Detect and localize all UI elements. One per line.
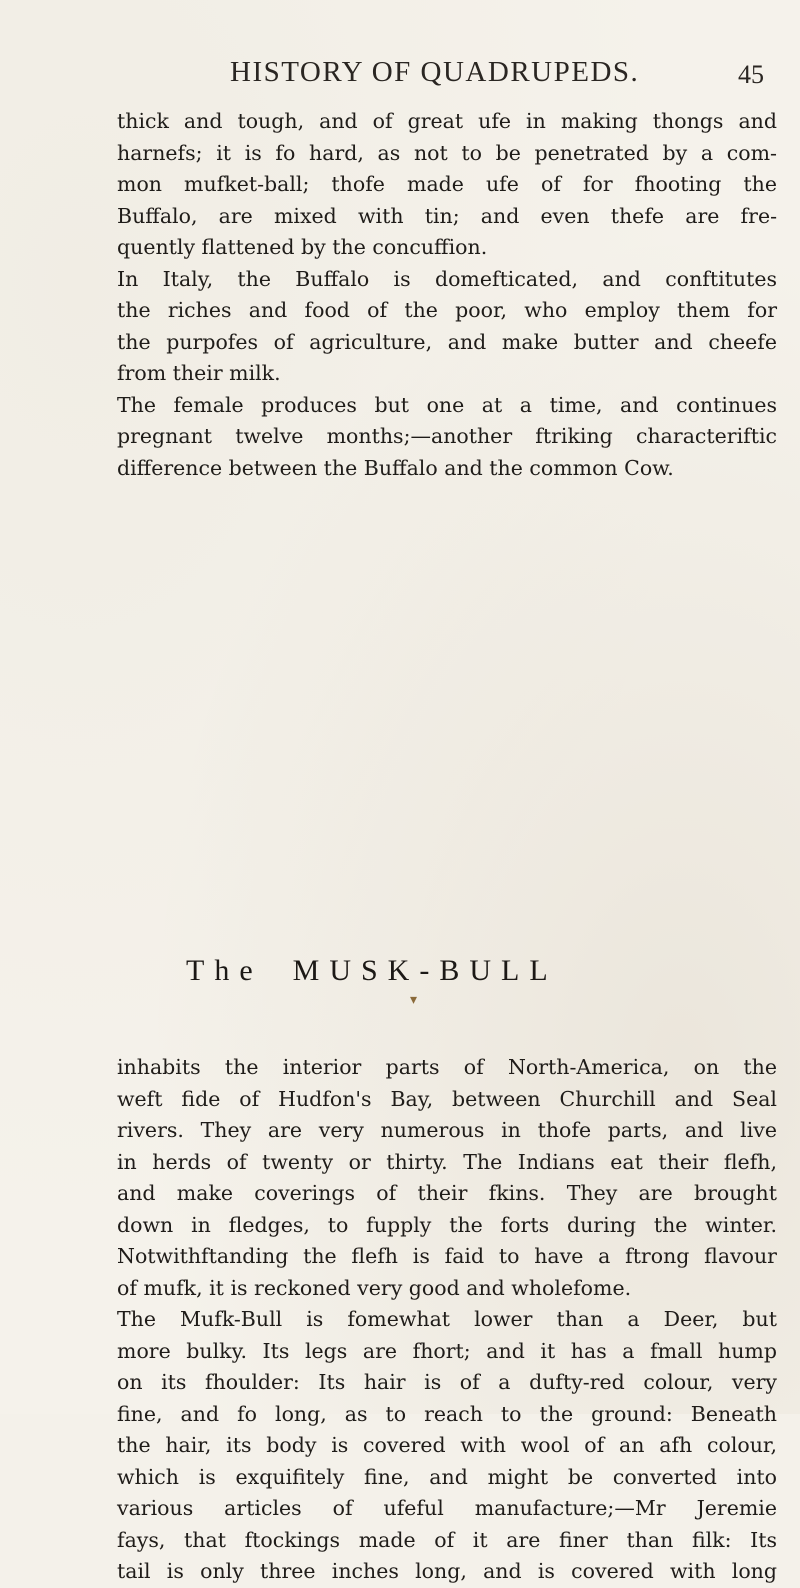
text-line: Buffalo, are mixed with tin; and even thefe are fre- [117,203,777,228]
text-line: thick and tough, and of great ufe in making thongs and [117,109,777,133]
text-line: In Italy, the Buffalo is domefticated, and conftitutes [117,266,777,291]
text-line: the riches and food of the poor, who employ them for [117,298,777,322]
text-line: difference between the Buffalo and the common Cow. [117,455,674,480]
text-line: of mufk, it is reckoned very good and wholefome. [117,1275,632,1300]
heading-title: MUSK-BULL [292,954,558,987]
page-header [0,56,800,96]
text-line: Notwithftanding the flefh is faid to have a ftrong flavour [117,1244,777,1268]
text-line: and make coverings of their fkins. They are brought [117,1181,777,1205]
page-number: 45 [738,60,764,89]
heading-article: The [186,954,263,987]
body-text-section-1 [117,106,777,484]
text-line: more bulky. Its legs are fhort; and it has a fmall hump [117,1338,777,1363]
text-line: which is exquifitely fine, and might be converted into [117,1464,777,1489]
ink-speck: ▾ [410,992,418,1008]
text-line: mon mufket-ball; thofe made ufe of for fhooting the [117,172,777,196]
text-line: inhabits the interior parts of North-America, on the [117,1055,777,1079]
text-line: The Mufk-Bull is fomewhat lower than a Deer, but [117,1307,777,1331]
text-line: on its fhoulder: Its hair is of a dufty-red colour, very [117,1370,777,1394]
running-head: HISTORY OF QUADRUPEDS. [230,56,640,88]
text-line: rivers. They are very numerous in thofe parts, and live [117,1118,777,1142]
text-line: in herds of twenty or thirty. The Indians eat their flefh, [117,1149,777,1174]
text-line: weft fide of Hudfon's Bay, between Churchill and Seal [117,1086,777,1111]
text-line: various articles of ufeful manufacture;—Mr Jeremie [117,1496,777,1520]
text-line: The female produces but one at a time, and continues [117,392,777,417]
text-line: fine, and fo long, as to reach to the ground: Beneath [117,1401,777,1426]
text-line: the hair, its body is covered with wool of an afh colour, [117,1433,777,1457]
text-line: harnefs; it is fo hard, as not to be penetrated by a com- [117,140,777,165]
text-line: from their milk. [117,361,281,385]
text-line: fays, that ftockings made of it are finer than filk: Its [117,1527,777,1552]
text-line: down in fledges, to fupply the forts during the winter. [117,1212,777,1237]
body-text-section-2 [117,1052,777,1588]
text-line: the purpofes of agriculture, and make butter and cheefe [117,329,777,354]
text-line: pregnant twelve months;—another ftriking characteriftic [117,424,777,448]
text-line: quently flattened by the concuffion. [117,235,488,259]
text-line: tail is only three inches long, and is covered with long [117,1559,777,1583]
section-heading [186,954,558,988]
